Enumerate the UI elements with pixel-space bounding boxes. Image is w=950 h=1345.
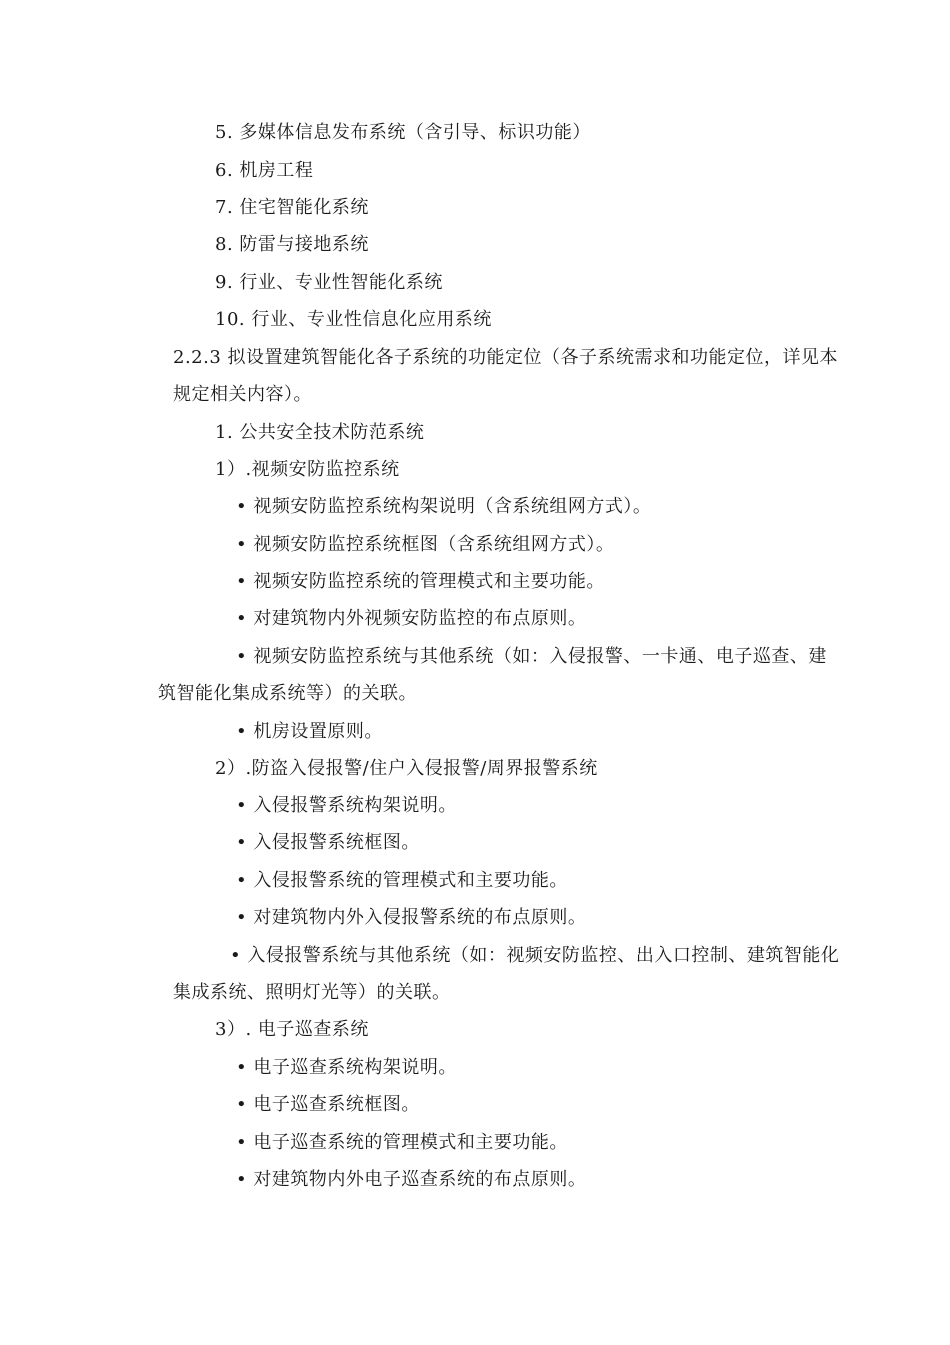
bullet-item: • 入侵报警系统的管理模式和主要功能。 (236, 870, 568, 891)
bullet-item: • 视频安防监控系统的管理模式和主要功能。 (236, 571, 605, 592)
section-heading-line1: 2.2.3 拟设置建筑智能化各子系统的功能定位（各子系统需求和功能定位，详见本 (173, 347, 839, 368)
bullet-item: • 电子巡查系统框图。 (236, 1094, 420, 1115)
section-heading-line2: 规定相关内容）。 (173, 384, 312, 405)
bullet-item: • 对建筑物内外视频安防监控的布点原则。 (236, 608, 587, 629)
bullet-item: • 视频安防监控系统与其他系统（如：入侵报警、一卡通、电子巡查、建 (236, 646, 827, 667)
subsection-title: 1）.视频安防监控系统 (215, 459, 400, 480)
bullet-item: • 对建筑物内外入侵报警系统的布点原则。 (236, 907, 587, 928)
list-item: 10. 行业、专业性信息化应用系统 (215, 309, 492, 330)
item-heading: 1. 公共安全技术防范系统 (215, 422, 425, 443)
bullet-item-continuation: 集成系统、照明灯光等）的关联。 (173, 982, 451, 1003)
subsection-title: 2）.防盗入侵报警/住户入侵报警/周界报警系统 (215, 758, 598, 779)
bullet-item: • 入侵报警系统与其他系统（如：视频安防监控、出入口控制、建筑智能化 (230, 945, 840, 966)
bullet-item: • 入侵报警系统框图。 (236, 832, 420, 853)
list-item: 5. 多媒体信息发布系统（含引导、标识功能） (215, 122, 591, 143)
bullet-item: • 视频安防监控系统构架说明（含系统组网方式）。 (236, 496, 652, 517)
bullet-item-continuation: 筑智能化集成系统等）的关联。 (158, 683, 417, 704)
list-item: 8. 防雷与接地系统 (215, 234, 369, 255)
list-item: 7. 住宅智能化系统 (215, 197, 369, 218)
bullet-item: • 入侵报警系统构架说明。 (236, 795, 457, 816)
bullet-item: • 电子巡查系统构架说明。 (236, 1057, 457, 1078)
bullet-item: • 机房设置原则。 (236, 721, 383, 742)
subsection-title: 3）. 电子巡查系统 (215, 1019, 369, 1040)
list-item: 6. 机房工程 (215, 160, 314, 181)
bullet-item: • 对建筑物内外电子巡查系统的布点原则。 (236, 1169, 587, 1190)
bullet-item: • 视频安防监控系统框图（含系统组网方式）。 (236, 534, 615, 555)
list-item: 9. 行业、专业性智能化系统 (215, 272, 443, 293)
bullet-item: • 电子巡查系统的管理模式和主要功能。 (236, 1132, 568, 1153)
